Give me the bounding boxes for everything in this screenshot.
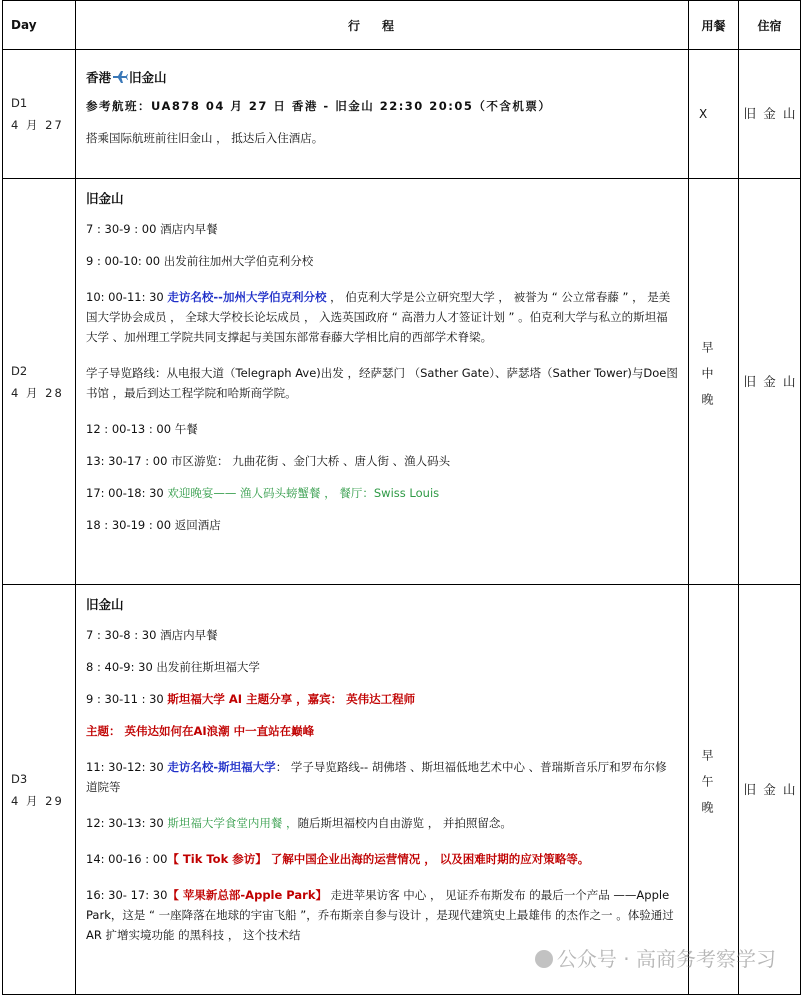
day-label: D3 xyxy=(11,771,28,786)
meal-value: 早午晚 xyxy=(700,749,714,827)
schedule-line: 12 : 00-13 : 00 午餐 xyxy=(86,422,198,436)
day-date: 4 月 28 xyxy=(11,385,64,400)
meal-value: 早中晚 xyxy=(700,341,714,419)
highlight-visit: 走访名校--加州大学伯克利分校 xyxy=(167,290,327,304)
city-title: 旧金山 xyxy=(86,191,124,206)
schedule-line xyxy=(86,757,678,797)
schedule-line: 8 : 40-9: 30 出发前往斯坦福大学 xyxy=(86,660,260,674)
city-title: 旧金山 xyxy=(86,597,124,612)
hotel-name: 旧 金 山 xyxy=(743,106,796,121)
schedule-line xyxy=(86,849,678,869)
time: 9 : 30-11 : 30 xyxy=(86,692,168,706)
highlight-apple: 【 苹果新总部-Apple Park】 xyxy=(167,888,327,902)
highlight-visit: 走访名校-斯坦福大学 xyxy=(167,760,276,774)
detail: 随后斯坦福校内自由游览 ， 并拍照留念。 xyxy=(297,816,512,830)
time: 12: 30-13: 30 xyxy=(86,816,168,830)
hotel-cell xyxy=(739,179,801,585)
schedule-line: 7 : 30-8 : 30 酒店内早餐 xyxy=(86,628,218,642)
schedule-line xyxy=(86,885,678,945)
city-from: 香港 xyxy=(86,70,112,85)
itinerary-cell xyxy=(76,50,689,179)
day-cell xyxy=(3,50,76,179)
itinerary-cell xyxy=(76,179,689,585)
detail: ： 学子导览路线-- 胡佛塔 、斯坦福低地艺术中心 、普瑞斯音乐厅和罗布尔修道院等 xyxy=(86,760,667,794)
schedule-line: 7 : 30-9 : 00 酒店内早餐 xyxy=(86,222,218,236)
time: 14: 00-16 : 00 xyxy=(86,852,168,866)
day-label: D1 xyxy=(11,96,28,110)
route-desc: 学子导览路线：从电报大道（Telegraph Ave)出发 ，经萨瑟门 （Sather Gate）、萨瑟塔（Sather Tower)与Doe图书馆 ，最后到达工程学院和哈斯商学院。 xyxy=(86,366,678,400)
highlight-ai-talk: 斯坦福大学 AI 主题分享 ，嘉宾： 英伟达工程师 xyxy=(167,692,416,706)
schedule-line: 13: 30-17 : 00 市区游览： 九曲花街 、金门大桥 、唐人街 、渔人码头 xyxy=(86,454,451,468)
header-row xyxy=(3,1,801,50)
time: 10: 00-11: 30 xyxy=(86,290,168,304)
itinerary-cell xyxy=(76,585,689,995)
schedule-line: 18 : 30-19 : 00 返回酒店 xyxy=(86,518,221,532)
watermark-text: 公众号 · 高商务考察学习 xyxy=(556,947,776,971)
wechat-icon xyxy=(535,950,553,968)
highlight-lunch: 斯坦福大学食堂内用餐 ， xyxy=(167,816,298,830)
detail: ， 伯克利大学是公立研究型大学 ， 被誉为 “ 公立常春藤 ” ， 是美国大学协会成员 ， 全球大学校长论坛成员 ， 入选英国政府 “ 高潜力人才签证计划 ” 。伯克利大学与私立的斯坦福大学 、加州理工学院共同支撑起与美国东部常春藤大学相比肩的西部学术脊梁。 xyxy=(86,290,671,344)
time: 16: 30- 17: 30 xyxy=(86,888,168,902)
time: 17: 00-18: 30 xyxy=(86,486,168,500)
detail: 走进苹果访客 中心 ， 见证乔布斯发布 的最后一个产品 ——Apple Park，这是 “ 一座降落在地球的宇宙飞船 ”，乔布斯亲自参与设计 ，是现代建筑史上最雄伟 的杰作之一 。体验通过 AR 扩增实境功能 的黑科技 ， 这个技术结 xyxy=(86,888,674,942)
header-hotel: 住宿 xyxy=(739,1,801,50)
airplane-icon xyxy=(112,71,128,83)
hotel-cell xyxy=(739,50,801,179)
hotel-name: 旧 金 山 xyxy=(743,781,796,797)
time: 11: 30-12: 30 xyxy=(86,760,168,774)
day-date: 4 月 29 xyxy=(11,793,64,808)
day-row-d3 xyxy=(3,585,801,995)
day-row-d2 xyxy=(3,179,801,585)
schedule-line xyxy=(86,689,678,709)
schedule-line xyxy=(86,813,678,833)
city-to: 旧金山 xyxy=(129,70,167,85)
highlight-dinner: 欢迎晚宴—— 渔人码头螃蟹餐 ， 餐厅：Swiss Louis xyxy=(167,486,440,500)
header-meals: 用餐 xyxy=(689,1,739,50)
hotel-name: 旧 金 山 xyxy=(743,373,796,389)
meal-cell: X xyxy=(689,50,739,179)
trip-desc: 搭乘国际航班前往旧金山 ， 抵达后入住酒店。 xyxy=(86,131,324,145)
day-label: D2 xyxy=(11,363,28,378)
meal-cell xyxy=(689,585,739,995)
flight-info: 参考航班：UA878 04 月 27 日 香港 - 旧金山 22:30 20:05（不含机票） xyxy=(86,99,552,113)
hotel-cell xyxy=(739,585,801,995)
header-day: Day xyxy=(3,1,76,50)
topic-line: 主题： 英伟达如何在AI浪潮 中一直站在巅峰 xyxy=(86,724,315,738)
schedule-line: 9 : 00-10: 00 出发前往加州大学伯克利分校 xyxy=(86,254,314,268)
watermark xyxy=(535,943,776,972)
day-date: 4 月 27 xyxy=(11,118,64,132)
day-cell xyxy=(3,585,76,995)
day-cell xyxy=(3,179,76,585)
highlight-tiktok: 【 Tik Tok 参访】 了解中国企业出海的运营情况 ， 以及困难时期的应对策略等。 xyxy=(167,852,590,866)
schedule-line xyxy=(86,483,678,503)
schedule-line xyxy=(86,287,678,347)
header-itinerary: 行程 xyxy=(76,1,689,50)
itinerary-table xyxy=(2,0,801,995)
meal-cell xyxy=(689,179,739,585)
day-row-d1 xyxy=(3,50,801,179)
